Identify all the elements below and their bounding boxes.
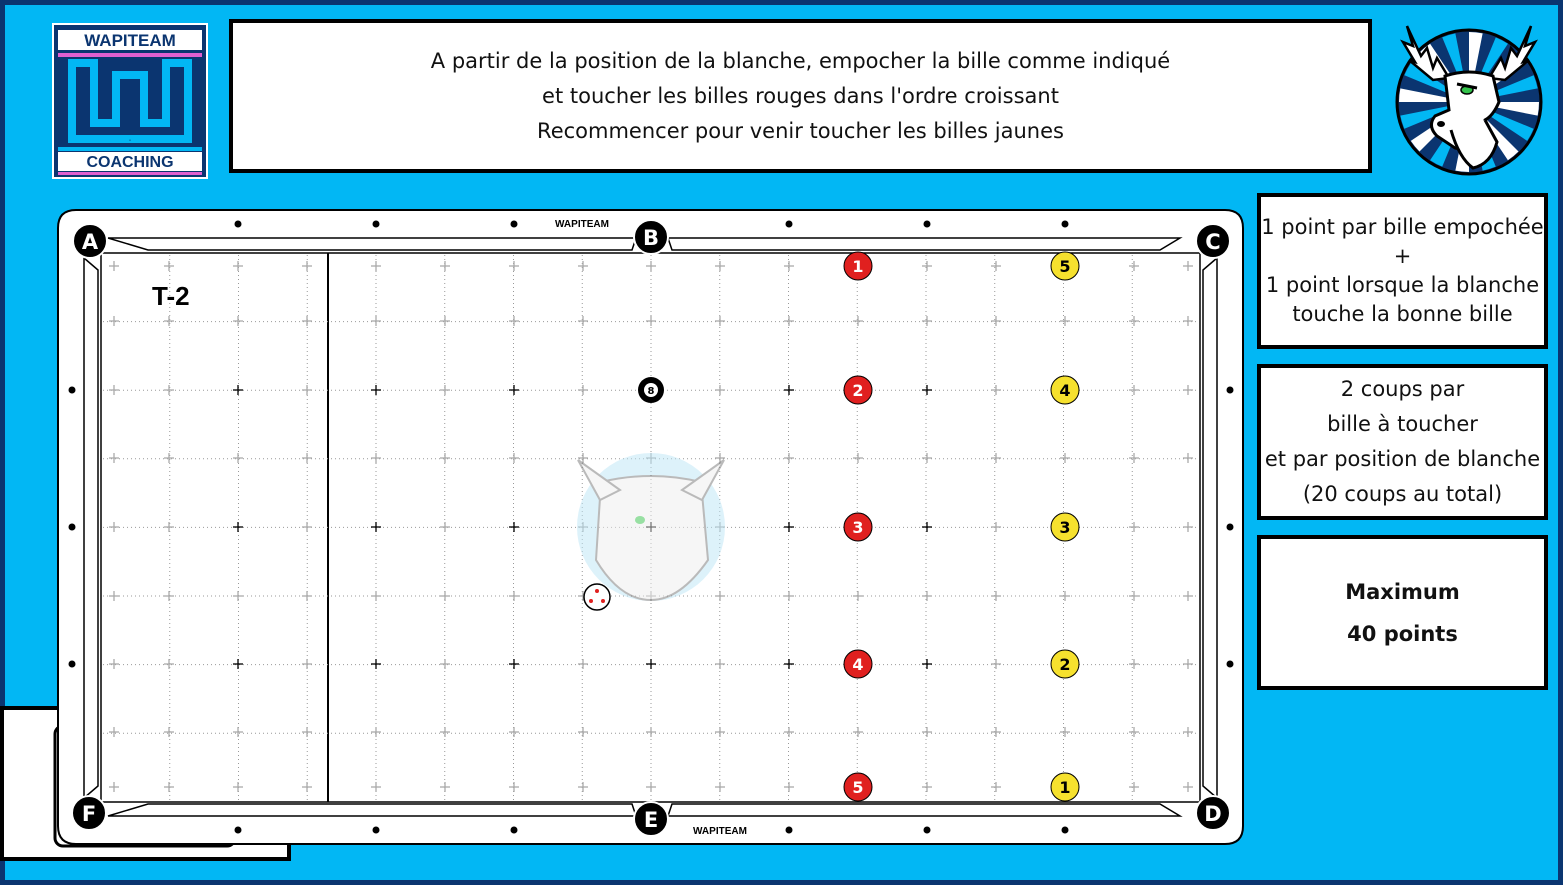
ball-number: 5: [1059, 257, 1071, 276]
pocket-d: [1196, 796, 1230, 830]
ball-number: 4: [1059, 381, 1071, 400]
ball-number: 5: [852, 778, 864, 797]
logo-text-bottom: COACHING: [86, 154, 174, 171]
yellow-ball-1: [1051, 773, 1079, 801]
pocket-label: A: [81, 230, 99, 254]
maximum-points: 40 points: [1347, 621, 1458, 646]
rail-text-top: WAPITEAM: [555, 219, 609, 230]
eight-ball-number: 8: [647, 386, 655, 397]
ball-number: 2: [1059, 655, 1071, 674]
red-ball-1: [844, 252, 872, 280]
red-ball-5: [844, 773, 872, 801]
pocket-label: E: [643, 808, 659, 832]
ball-number: 3: [1059, 518, 1071, 537]
ball-number: 1: [1059, 778, 1071, 797]
pocket-a: [73, 224, 107, 258]
pocket-b: [634, 220, 668, 254]
red-ball-3: [844, 513, 872, 541]
shots-rule-line-3: et par position de blanche: [1264, 447, 1541, 471]
pocket-e: [634, 802, 668, 836]
ball-number: 1: [852, 257, 864, 276]
logo-letter: W: [129, 140, 131, 142]
red-ball-2: [844, 376, 872, 404]
pocket-label: C: [1205, 230, 1221, 254]
pocket-label: D: [1204, 802, 1222, 826]
yellow-ball-2: [1051, 650, 1079, 678]
points-rule-line-2: 1 point lorsque la blanche: [1265, 273, 1540, 297]
exercise-label: T-2: [152, 281, 190, 311]
yellow-ball-3: [1051, 513, 1079, 541]
pocket-c: [1196, 224, 1230, 258]
yellow-ball-4: [1051, 376, 1079, 404]
red-ball-4: [844, 650, 872, 678]
pocket-label: B: [642, 226, 660, 250]
rail-text-bottom: WAPITEAM: [693, 826, 747, 837]
shots-rule-line-4: (20 coups au total): [1302, 482, 1503, 506]
shots-rule-line-2: bille à toucher: [1327, 412, 1478, 436]
ball-number: 4: [852, 655, 864, 674]
instruction-line-1: A partir de la position de la blanche, empocher la bille comme indiqué: [430, 48, 1171, 73]
yellow-ball-5: [1051, 252, 1079, 280]
instruction-line-2: et toucher les billes rouges dans l'ordre croissant: [542, 83, 1059, 108]
center-moose-watermark-icon: [577, 453, 725, 601]
cue-ball: [584, 584, 610, 610]
points-rule-plus: +: [1393, 244, 1412, 268]
instruction-line-3: Recommencer pour venir toucher les billes jaunes: [537, 118, 1064, 143]
shots-rule-line-1: 2 coups par: [1340, 377, 1465, 401]
maximum-label: Maximum: [1345, 579, 1460, 604]
logo-text-top: WAPITEAM: [84, 31, 176, 50]
ball-number: 2: [852, 381, 864, 400]
points-rule-line-1: 1 point par bille empochée: [1261, 215, 1544, 239]
pocket-label: F: [81, 802, 97, 826]
ball-number: 3: [852, 518, 864, 537]
eight-ball: [638, 377, 664, 403]
pocket-f: [72, 796, 106, 830]
points-rule-line-3: touche la bonne bille: [1292, 302, 1513, 326]
